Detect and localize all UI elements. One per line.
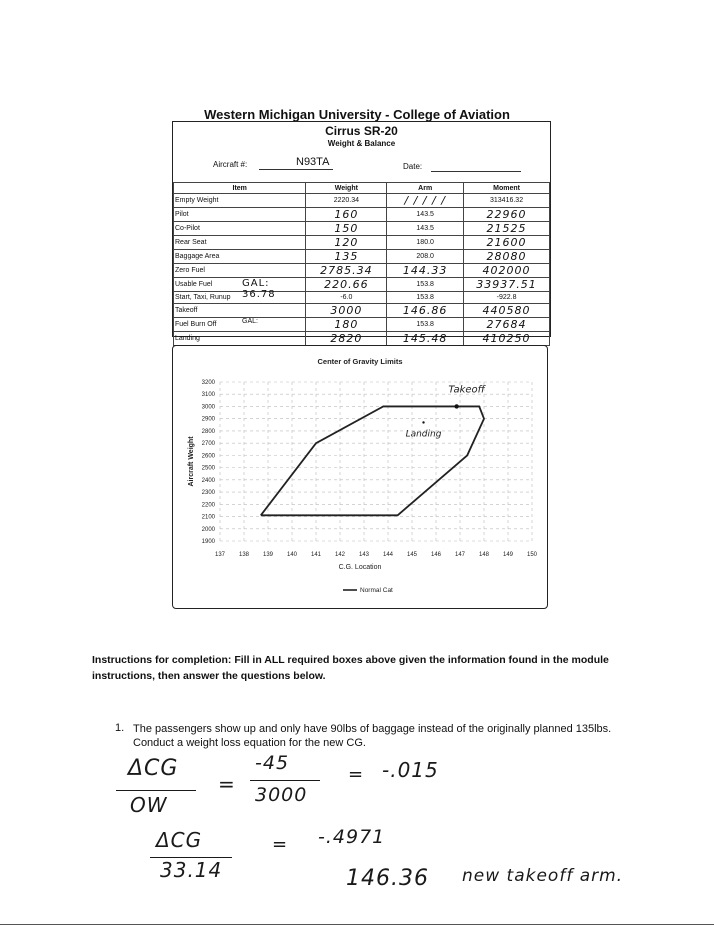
row-moment: 313416.32 bbox=[464, 194, 550, 208]
row-item-label: Landing bbox=[175, 334, 200, 342]
row-moment: 28080 bbox=[464, 250, 550, 264]
x-tick-label: 148 bbox=[478, 552, 490, 558]
page-bottom-edge bbox=[0, 924, 714, 925]
column-header: Moment bbox=[464, 183, 550, 194]
x-tick-label: 138 bbox=[238, 552, 250, 558]
y-tick-label: 2800 bbox=[201, 428, 215, 435]
hw-3000: 3000 bbox=[255, 784, 308, 806]
row-item bbox=[174, 236, 306, 250]
hw-delta-cg-1: ΔCG bbox=[128, 756, 179, 781]
row-item-label: Empty Weight bbox=[175, 197, 219, 205]
table-row bbox=[174, 250, 550, 264]
date-line bbox=[431, 171, 521, 172]
instructions-text: Instructions for completion: Fill in ALL required boxes above given the information found in the module instructions, then answer the questions below. bbox=[92, 654, 609, 682]
y-tick-label: 3100 bbox=[201, 392, 215, 399]
row-weight: 2220.34 bbox=[306, 194, 387, 208]
y-tick-label: 2400 bbox=[201, 477, 215, 484]
row-item bbox=[174, 264, 306, 278]
legend-label: Normal Cat bbox=[360, 587, 393, 594]
row-item-label: Start, Taxi, Runup bbox=[175, 293, 231, 301]
weight-balance-table bbox=[173, 182, 550, 346]
row-item-label: Co-Pilot bbox=[175, 225, 200, 233]
y-tick-label: 2500 bbox=[201, 465, 215, 472]
column-header: Weight bbox=[306, 183, 387, 194]
y-tick-label: 2600 bbox=[201, 453, 215, 460]
x-tick-label: 149 bbox=[502, 552, 514, 558]
row-weight: 160 bbox=[306, 208, 387, 222]
table-row bbox=[174, 292, 550, 303]
y-tick-label: 3200 bbox=[201, 380, 215, 386]
aircraft-number-value: N93TA bbox=[296, 156, 330, 168]
row-weight: 135 bbox=[306, 250, 387, 264]
row-arm: / / / / / bbox=[387, 194, 464, 208]
row-moment: 33937.51 bbox=[464, 278, 550, 292]
y-tick-label: 3000 bbox=[201, 404, 215, 411]
x-tick-label: 137 bbox=[214, 552, 226, 558]
x-tick-label: 141 bbox=[310, 552, 322, 558]
row-item-gal: GAL: bbox=[242, 317, 258, 325]
table-row bbox=[174, 331, 550, 345]
hw-new-arm-note: new takeoff arm. bbox=[462, 866, 624, 886]
column-header: Arm bbox=[387, 183, 464, 194]
table-row bbox=[174, 317, 550, 331]
row-item bbox=[174, 292, 306, 303]
y-tick-label: 2000 bbox=[201, 526, 215, 533]
form-subtitle: Weight & Balance bbox=[327, 139, 396, 148]
y-axis-label: Aircraft Weight bbox=[188, 436, 195, 487]
hw-fraction-bar-1 bbox=[116, 790, 196, 791]
row-arm: 143.5 bbox=[387, 208, 464, 222]
row-weight: 2785.34 bbox=[306, 264, 387, 278]
row-arm: 153.8 bbox=[387, 317, 464, 331]
x-tick-label: 150 bbox=[526, 552, 538, 558]
row-moment: 22960 bbox=[464, 208, 550, 222]
row-item bbox=[174, 250, 306, 264]
row-item bbox=[174, 208, 306, 222]
row-arm: 153.8 bbox=[387, 292, 464, 303]
x-tick-label: 142 bbox=[334, 552, 346, 558]
chart-title: Center of Gravity Limits bbox=[317, 357, 403, 366]
question-1-number: 1. bbox=[115, 722, 125, 734]
row-moment: 27684 bbox=[464, 317, 550, 331]
row-arm: 144.33 bbox=[387, 264, 464, 278]
y-tick-label: 2700 bbox=[201, 441, 215, 448]
row-item-label: Usable Fuel bbox=[175, 281, 213, 289]
university-title: Western Michigan University - College of Aviation bbox=[204, 107, 510, 122]
x-tick-label: 144 bbox=[382, 552, 394, 558]
landing-annotation: Landing bbox=[405, 429, 442, 440]
row-item bbox=[174, 222, 306, 236]
table-row bbox=[174, 303, 550, 317]
x-tick-label: 139 bbox=[262, 552, 274, 558]
row-moment: 440580 bbox=[464, 303, 550, 317]
table-row bbox=[174, 264, 550, 278]
hw-delta-cg-2: ΔCG bbox=[156, 828, 203, 852]
hw-fraction-bar-2 bbox=[250, 780, 320, 781]
row-item-label: Fuel Burn Off bbox=[175, 320, 217, 328]
row-weight: 2820 bbox=[306, 331, 387, 345]
hw-equals-3: = bbox=[272, 834, 289, 855]
table-row bbox=[174, 278, 550, 292]
y-tick-label: 2200 bbox=[201, 502, 215, 509]
cg-envelope-line bbox=[261, 406, 484, 515]
y-tick-label: 2300 bbox=[201, 490, 215, 497]
aircraft-model: Cirrus SR-20 bbox=[325, 124, 398, 138]
row-weight: 3000 bbox=[306, 303, 387, 317]
row-item bbox=[174, 331, 306, 345]
hw-33-14: 33.14 bbox=[160, 858, 223, 882]
table-row bbox=[174, 236, 550, 250]
y-tick-label: 2100 bbox=[201, 514, 215, 521]
takeoff-point bbox=[454, 404, 458, 408]
hw-result-2: -.4971 bbox=[318, 826, 386, 848]
row-weight: 180 bbox=[306, 317, 387, 331]
date-label: Date: bbox=[403, 162, 423, 171]
table-row bbox=[174, 208, 550, 222]
row-moment: -922.8 bbox=[464, 292, 550, 303]
weight-balance-form bbox=[172, 121, 551, 345]
row-item bbox=[174, 194, 306, 208]
row-arm: 208.0 bbox=[387, 250, 464, 264]
row-item-label: Pilot bbox=[175, 211, 189, 219]
x-tick-label: 147 bbox=[454, 552, 466, 558]
row-weight: 220.66 bbox=[306, 278, 387, 292]
aircraft-number-label: Aircraft #: bbox=[213, 160, 248, 169]
row-arm: 153.8 bbox=[387, 278, 464, 292]
hw-equals-1: = bbox=[218, 772, 236, 796]
row-arm: 145.48 bbox=[387, 331, 464, 345]
row-item-label: Baggage Area bbox=[175, 253, 220, 261]
row-weight: 150 bbox=[306, 222, 387, 236]
row-arm: 143.5 bbox=[387, 222, 464, 236]
aircraft-number-line bbox=[259, 169, 333, 170]
x-tick-label: 140 bbox=[286, 552, 298, 558]
hw-result-1: -.015 bbox=[382, 758, 439, 782]
hw-minus-45: -45 bbox=[255, 752, 290, 774]
x-tick-label: 146 bbox=[430, 552, 442, 558]
row-item bbox=[174, 303, 306, 317]
row-weight: -6.0 bbox=[306, 292, 387, 303]
cg-chart-svg bbox=[173, 346, 547, 608]
row-moment: 410250 bbox=[464, 331, 550, 345]
table-header-row bbox=[174, 183, 550, 194]
row-arm: 146.86 bbox=[387, 303, 464, 317]
row-arm: 180.0 bbox=[387, 236, 464, 250]
hw-equals-2: = bbox=[348, 764, 365, 785]
x-axis-label: C.G. Location bbox=[338, 564, 382, 571]
hw-new-arm-value: 146.36 bbox=[346, 866, 429, 891]
table-row bbox=[174, 222, 550, 236]
row-item bbox=[174, 317, 306, 331]
row-item-gal: GAL: 36.78 bbox=[242, 278, 276, 301]
landing-point bbox=[422, 421, 424, 423]
row-weight: 120 bbox=[306, 236, 387, 250]
row-moment: 21600 bbox=[464, 236, 550, 250]
hw-ow: OW bbox=[130, 793, 168, 817]
column-header: Item bbox=[174, 183, 306, 194]
takeoff-annotation: Takeoff bbox=[448, 384, 485, 396]
question-1-text: The passengers show up and only have 90lbs of baggage instead of the originally planned 135lbs. Conduct a weight loss equation for the new CG. bbox=[133, 723, 612, 749]
y-tick-label: 1900 bbox=[201, 539, 215, 545]
x-tick-label: 145 bbox=[406, 552, 418, 558]
x-tick-label: 143 bbox=[358, 552, 370, 558]
table-row bbox=[174, 194, 550, 208]
row-moment: 21525 bbox=[464, 222, 550, 236]
row-item-label: Takeoff bbox=[175, 306, 198, 314]
row-moment: 402000 bbox=[464, 264, 550, 278]
row-item-label: Rear Seat bbox=[175, 239, 207, 247]
row-item-label: Zero Fuel bbox=[175, 267, 205, 275]
y-tick-label: 2900 bbox=[201, 416, 215, 423]
cg-limits-chart bbox=[172, 345, 548, 609]
